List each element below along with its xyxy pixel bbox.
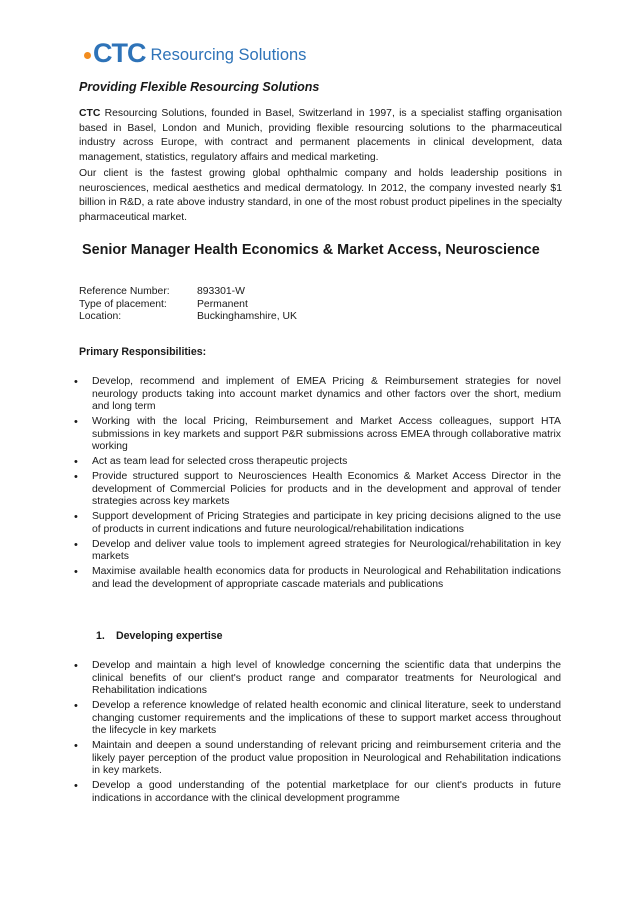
job-title: Senior Manager Health Economics & Market Access, Neuroscience: [82, 242, 540, 258]
list-item: • Develop a reference knowledge of related health economic and clinical literature, seek to understand changing customer requirements and the implications of these to support market access throughout the lifecycle in key markets: [79, 700, 561, 738]
intro-paragraph-1: [79, 107, 562, 165]
section-number: 1.: [96, 630, 105, 642]
detail-label: Location:: [79, 311, 122, 323]
detail-label: Reference Number:: [79, 286, 170, 297]
detail-value: Buckinghamshire, UK: [197, 311, 297, 323]
list-item: • Develop a good understanding of the potential marketplace for our client's products in future indications in accordance with the clinical development programme: [79, 780, 561, 805]
list-item: • Develop and maintain a high level of knowledge concerning the scientific data that underpins the clinical benefits of our client's product range and comparator treatments for Neurological and Rehabilitation indications: [79, 660, 561, 698]
logo-dot: [84, 52, 91, 59]
detail-value: 893301-W: [197, 286, 245, 297]
detail-label: Type of placement:: [79, 298, 167, 310]
detail-value: Permanent: [197, 298, 248, 310]
company-name: CTC: [79, 108, 101, 119]
logo-main: CTC: [93, 37, 146, 68]
expertise-list: [79, 660, 561, 808]
list-item: • Provide structured support to Neurosciences Health Economics & Market Access Director in the development of Commercial Policies for products and in the development and approval of tender strategies across key markets: [79, 471, 561, 509]
responsibilities-list: [79, 376, 561, 594]
list-item: • Maintain and deepen a sound understanding of relevant pricing and reimbursement criteria and the likely payer perception of the product value proposition in Neurological and Rehabilitation indications in key markets.: [79, 740, 561, 778]
intro-paragraph-2: Our client is the fastest growing global ophthalmic company and holds leadership positions in neurosciences, medical aesthetics and medical dermatology. In 2012, the company invested nearly $1 billion in R&D, a rate above industry standard, in one of the most robust product pipelines in the specialty pharmaceutical market.: [79, 168, 562, 223]
list-item: • Develop and deliver value tools to implement agreed strategies for Neurological/rehabilitation in key markets: [79, 539, 561, 564]
logo-sub: Resourcing Solutions: [150, 45, 307, 64]
ctc-logo: [84, 38, 306, 68]
list-item: • Support development of Pricing Strategies and participate in key pricing decisions aligned to the use of products in current indications and future neurological/rehabilitation indications: [79, 511, 561, 536]
intro-text-1: Resourcing Solutions, founded in Basel, Switzerland in 1997, is a specialist staffing organisation based in Basel, London and Munich, providing flexible resourcing solutions to the pharmaceutical industry across Europe, with contract and permanent placements in clinical development, data management, statistics, regulatory affairs and medical marketing.: [79, 108, 562, 163]
job-details: [79, 286, 297, 324]
detail-row: [79, 311, 297, 324]
list-item: • Maximise available health economics data for products in Neurological and Rehabilitation indications and lead the development of appropriate cascade materials and publications: [79, 566, 561, 591]
list-item: • Working with the local Pricing, Reimbursement and Market Access colleagues, support HTA submissions in key markets and support P&R submissions across EMEA through collaborative matrix working: [79, 416, 561, 454]
detail-row: [79, 299, 297, 312]
responsibilities-heading: Primary Responsibilities:: [79, 346, 207, 358]
page-heading: Providing Flexible Resourcing Solutions: [79, 80, 320, 94]
detail-row: [79, 286, 297, 299]
list-item: • Act as team lead for selected cross therapeutic projects: [79, 456, 561, 469]
section-developing-expertise: [96, 630, 223, 642]
list-item: • Develop, recommend and implement of EMEA Pricing & Reimbursement strategies for novel neurology products taking into account market dynamics and other factors over the short, medium and long term: [79, 376, 561, 414]
section-title: Developing expertise: [116, 630, 223, 642]
